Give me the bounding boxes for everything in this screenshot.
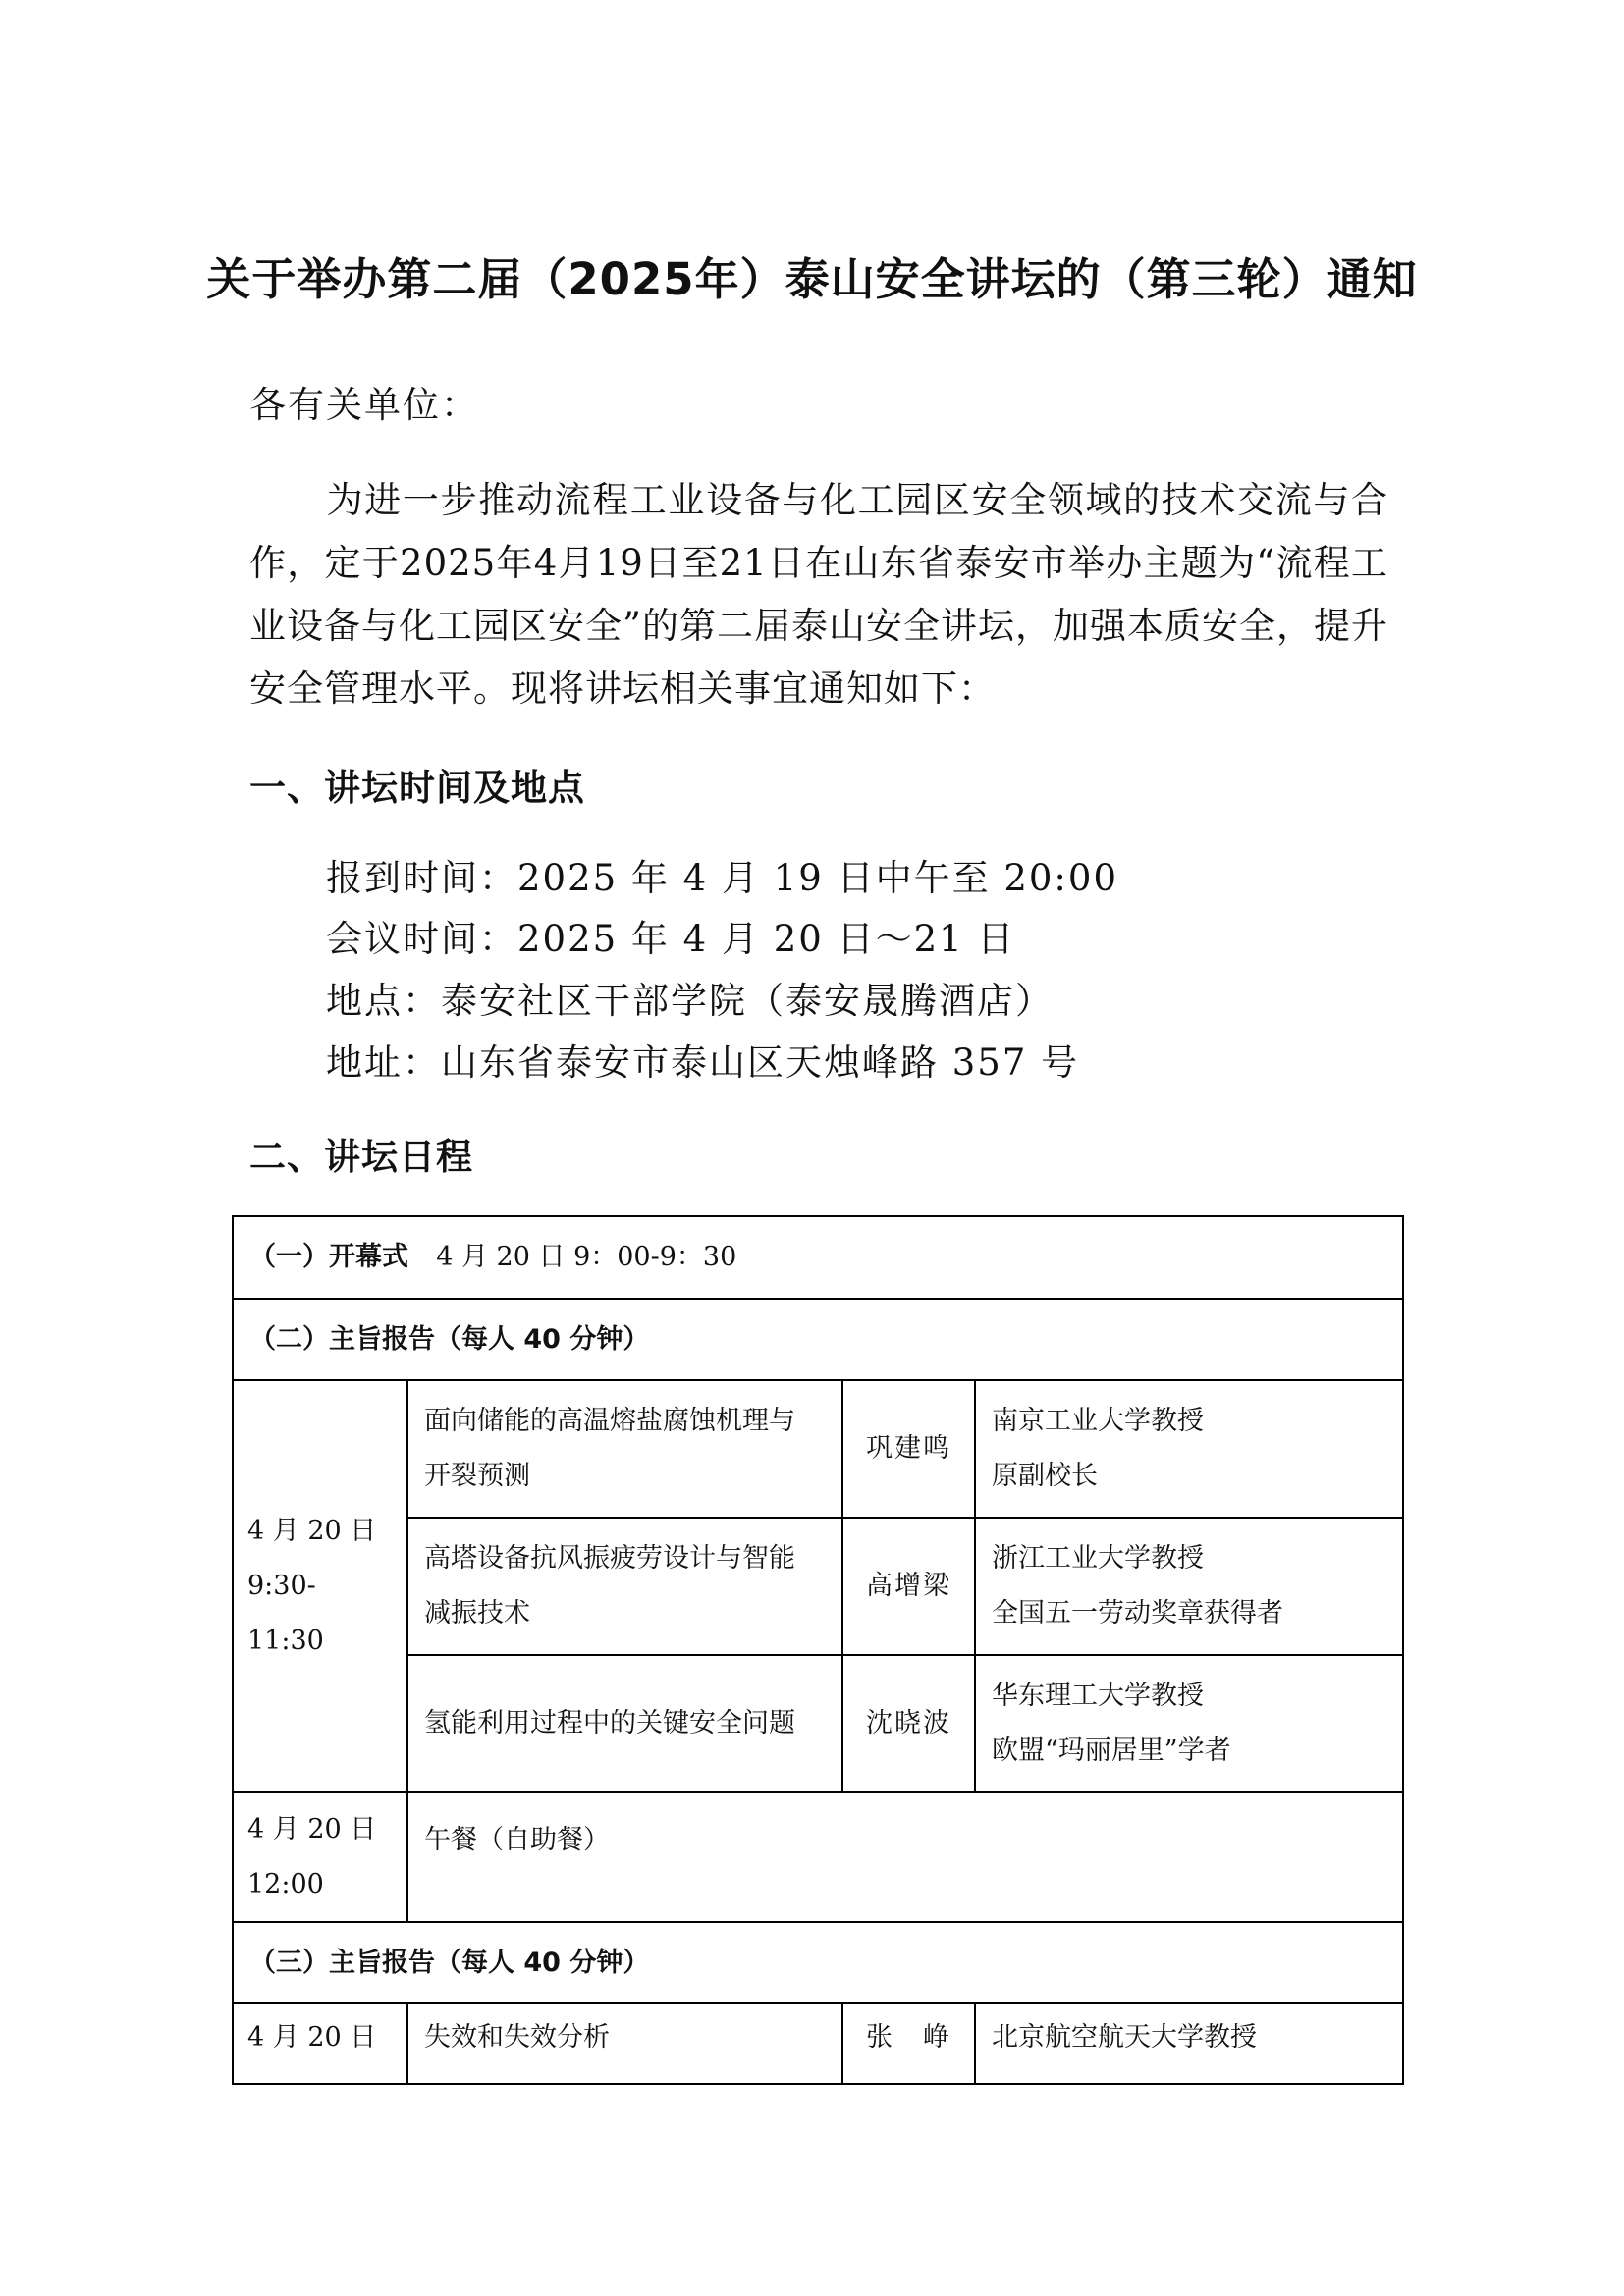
table-row <box>233 1518 1403 1655</box>
opening-cell <box>233 1216 1403 1299</box>
affiliation-line: 浙江工业大学教授 <box>992 1543 1204 1574</box>
keynote1-time: 9:30-11:30 <box>247 1571 324 1656</box>
affiliation-line: 欧盟“玛丽居里”学者 <box>992 1735 1231 1766</box>
affiliation-line: 原副校长 <box>992 1461 1098 1491</box>
schedule-table <box>232 1215 1404 2085</box>
talk-topic: 失效和失效分析 <box>407 2003 842 2084</box>
keynote1-date: 4 月 20 日 <box>247 1516 377 1546</box>
address: 地址：山东省泰安市泰山区天烛峰路 357 号 <box>326 1041 1080 1084</box>
report-time: 报到时间：2025 年 4 月 19 日中午至 20:00 <box>326 857 1118 899</box>
intro-text: 为进一步推动流程工业设备与化工园区安全领域的技术交流与合作，定于2025年4月19日至21日在山东省泰安市举办主题为“流程工业设备与化工园区安全”的第二届泰山安全讲坛，加强本质安全，提升安全管理水平。现将讲坛相关事宜通知如下： <box>249 479 1388 710</box>
affiliation-line: 南京工业大学教授 <box>992 1406 1204 1436</box>
talk-affiliation: 北京航空航天大学教授 <box>975 2003 1403 2084</box>
talk-speaker: 高增梁 <box>842 1518 975 1655</box>
intro-paragraph <box>249 469 1388 721</box>
meeting-time: 会议时间：2025 年 4 月 20 日～21 日 <box>326 918 1016 960</box>
opening-time: 4 月 20 日 9：00-9：30 <box>436 1242 737 1272</box>
talk-speaker: 沈晓波 <box>842 1655 975 1792</box>
keynote1-label: （二）主旨报告（每人 40 分钟） <box>233 1299 1403 1380</box>
table-row <box>233 1655 1403 1792</box>
page-title: 关于举办第二届（2025年）泰山安全讲坛的（第三轮）通知 <box>206 253 1418 305</box>
talk-topic <box>407 1655 842 1792</box>
talk-topic <box>407 1518 842 1655</box>
keynote1-date-cell <box>233 1380 407 1792</box>
venue: 地点：泰安社区干部学院（泰安晟腾酒店） <box>326 980 1054 1022</box>
talk-affiliation <box>975 1655 1403 1792</box>
table-row <box>233 1380 1403 1518</box>
talk-speaker: 巩建鸣 <box>842 1380 975 1518</box>
section-heading-schedule: 二、讲坛日程 <box>249 1136 473 1178</box>
talk-speaker: 张 峥 <box>842 2003 975 2084</box>
talk-topic-line: 氢能利用过程中的关键安全问题 <box>424 1708 795 1738</box>
keynote1-header-row <box>233 1299 1403 1380</box>
salutation: 各有关单位： <box>249 384 479 426</box>
opening-row <box>233 1216 1403 1299</box>
keynote2-label: （三）主旨报告（每人 40 分钟） <box>233 1922 1403 2003</box>
affiliation-line: 全国五一劳动奖章获得者 <box>992 1598 1283 1629</box>
lunch-label: 午餐（自助餐） <box>407 1792 1403 1922</box>
table-row <box>233 2003 1403 2084</box>
talk-affiliation <box>975 1380 1403 1518</box>
lunch-row <box>233 1792 1403 1922</box>
section-heading-time-place: 一、讲坛时间及地点 <box>249 767 585 809</box>
talk-topic-line: 面向储能的高温熔盐腐蚀机理与 <box>424 1406 795 1436</box>
opening-label: （一）开幕式 <box>249 1242 408 1272</box>
talk-topic-line: 减振技术 <box>424 1598 530 1629</box>
lunch-time: 12:00 <box>247 1869 324 1899</box>
lunch-date-cell <box>233 1792 407 1922</box>
talk-topic-line: 开裂预测 <box>424 1461 530 1491</box>
keynote2-header-row <box>233 1922 1403 2003</box>
lunch-date: 4 月 20 日 <box>247 1814 377 1844</box>
talk-affiliation <box>975 1518 1403 1655</box>
keynote2-date: 4 月 20 日 <box>233 2003 407 2084</box>
affiliation-line: 华东理工大学教授 <box>992 1681 1204 1711</box>
talk-topic-line: 高塔设备抗风振疲劳设计与智能 <box>424 1543 795 1574</box>
talk-topic <box>407 1380 842 1518</box>
